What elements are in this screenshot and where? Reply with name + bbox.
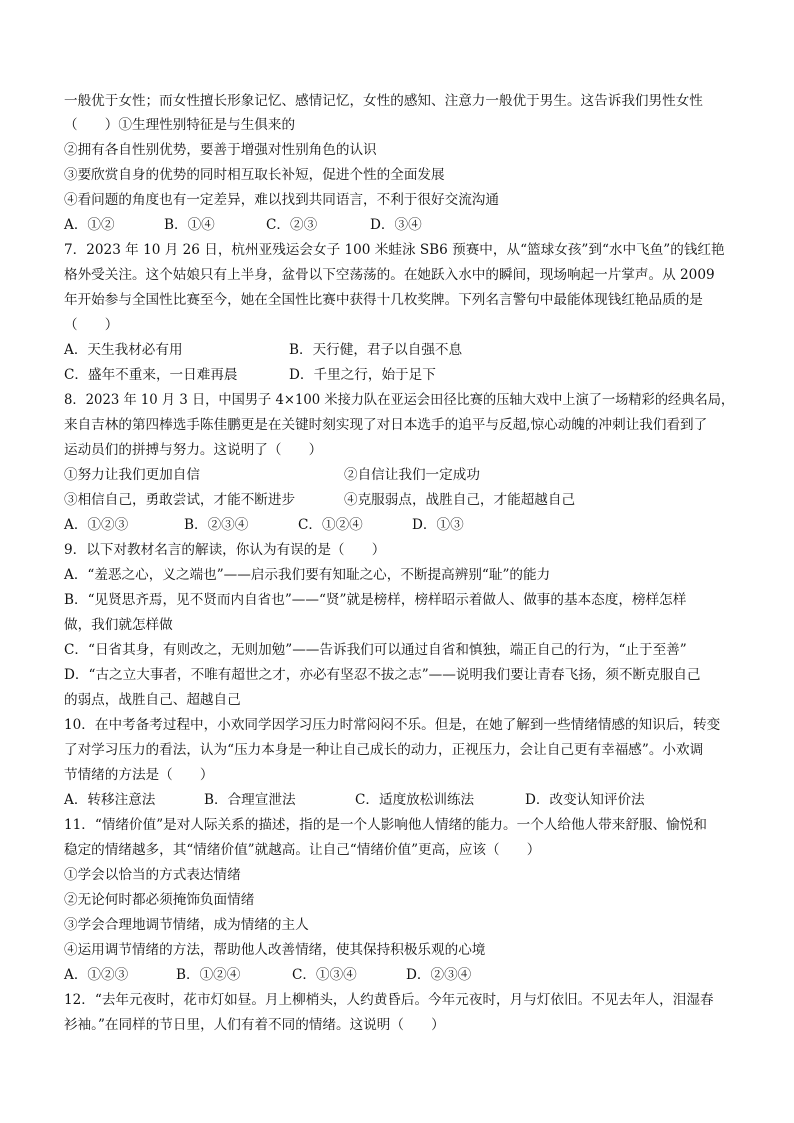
q11-option-c: C．①③④	[292, 967, 357, 983]
q8-options	[64, 516, 464, 534]
q6-stem-line-1: 一般优于女性；而女性擅长形象记忆、感情记忆，女性的感知、注意力一般优于男生。这告诉我们男性女性	[64, 93, 703, 109]
q10-option-b: B．合理宣泄法	[204, 792, 296, 808]
q8-option-c: C．①②④	[298, 517, 363, 533]
q7-options-row-2	[64, 366, 436, 384]
q11-stem-line-1: 11．“情绪价值”是对人际关系的描述，指的是一个人影响他人情绪的能力。一个人给他人带来舒服、愉悦和	[64, 817, 707, 833]
q10-option-c: C．适度放松训练法	[355, 792, 475, 808]
q11-statement-4: ④运用调节情绪的方法，帮助他人改善情绪，使其保持积极乐观的心境	[64, 942, 486, 958]
q9-option-a: A．“羞恶之心，义之端也”——启示我们要有知耻之心，不断提高辨别“耻”的能力	[64, 567, 551, 583]
q10-stem-line-2: 了对学习压力的看法，认为“压力本身是一种让自己成长的动力，正视压力，会让自己更有幸福感”。小欢调	[64, 742, 704, 758]
q9-option-b-line-2: 做，我们就怎样做	[64, 617, 173, 633]
q7-stem-line-4: （ ）	[64, 317, 119, 333]
q11-stem-line-2: 稳定的情绪越多，其“情绪价值”就越高。让自己“情绪价值”更高，应该（ ）	[64, 842, 541, 858]
q8-statement-2: ②自信让我们一定成功	[344, 467, 480, 483]
q8-stem-line-1: 8．2023 年 10 月 3 日，中国男子 4×100 米接力队在亚运会田径比赛的压轴大戏中上演了一场精彩的经典名局，	[64, 392, 735, 408]
q6-options	[64, 216, 422, 234]
q6-option-b: B．①④	[164, 217, 215, 233]
q9-option-b-line-1: B．“见贤思齐焉，见不贤而内自省也”——“贤”就是榜样，榜样昭示着做人、做事的基本态度，榜样怎样	[64, 592, 687, 608]
q11-statement-2: ②无论何时都必须掩饰负面情绪	[64, 892, 255, 908]
q6-option-c: C．②③	[266, 217, 318, 233]
q6-statement-4: ④看问题的角度也有一定差异，难以找到共同语言，不利于很好交流沟通	[64, 192, 499, 208]
q10-stem-line-3: 节情绪的方法是（ ）	[64, 767, 214, 783]
q7-stem-line-1: 7．2023 年 10 月 26 日，杭州亚残运会女子 100 米蛙泳 SB6 预赛中，从“篮球女孩”到“水中飞鱼”的钱红艳	[64, 242, 725, 258]
q6-stem-line-2: （ ）①生理性别特征是与生俱来的	[64, 117, 296, 133]
q11-statement-1: ①学会以恰当的方式表达情绪	[64, 867, 241, 883]
q11-option-d: D．②③④	[406, 967, 472, 983]
q8-option-a: A．①②③	[64, 517, 129, 533]
q10-option-a: A．转移注意法	[64, 792, 156, 808]
q10-options	[64, 791, 645, 809]
q7-option-b: B．天行健，君子以自强不息	[289, 342, 463, 358]
q8-stem-line-3: 运动员们的拼搏与努力。这说明了（ ）	[64, 442, 323, 458]
q8-statement-1: ①努力让我们更加自信	[64, 467, 200, 483]
q11-option-b: B．①②④	[176, 967, 241, 983]
q8-statements-row-1	[64, 466, 480, 484]
q8-option-b: B．②③④	[184, 517, 249, 533]
q10-option-d: D．改变认知评价法	[525, 792, 645, 808]
q6-option-d: D．③④	[370, 217, 422, 233]
q8-statement-4: ④克服弱点，战胜自己，才能超越自己	[344, 492, 576, 508]
q9-option-d-line-2: 的弱点，战胜自己、超越自己	[64, 692, 241, 708]
q11-options	[64, 966, 471, 984]
q8-statement-3: ③相信自己，勇敢尝试，才能不断进步	[64, 492, 296, 508]
q6-statement-3: ③要欣赏自身的优势的同时相互取长补短，促进个性的全面发展	[64, 167, 445, 183]
q11-option-a: A．①②③	[64, 967, 129, 983]
q7-option-c: C．盛年不重来，一日难再晨	[64, 367, 238, 383]
q7-stem-line-2: 格外受关注。这个姑娘只有上半身，盆骨以下空荡荡的。在她跃入水中的瞬间，现场响起一片掌声。从 2009	[64, 267, 715, 283]
q8-stem-line-2: 来自吉林的第四棒选手陈佳鹏更是在关键时刻实现了对日本选手的追平与反超,惊心动魄的冲刺让我们看到了	[64, 417, 708, 433]
q10-stem-line-1: 10．在中考备考过程中，小欢同学因学习压力时常闷闷不乐。但是，在她了解到一些情绪情感的知识后，转变	[64, 717, 721, 733]
q8-statements-row-2	[64, 491, 575, 509]
q8-option-d: D．①③	[412, 517, 464, 533]
q7-option-d: D．千里之行，始于足下	[289, 367, 436, 383]
q7-stem-line-3: 年开始参与全国性比赛至今，她在全国性比赛中获得十几枚奖牌。下列名言警句中最能体现钱红艳品质的是	[64, 292, 703, 308]
q7-option-a: A．天生我材必有用	[64, 342, 183, 358]
q9-option-d-line-1: D．“古之立大事者，不唯有超世之才，亦必有坚忍不拔之志”——说明我们要让青春飞扬，须不断克服自己	[64, 667, 701, 683]
q12-stem-line-1: 12．“去年元夜时，花市灯如昼。月上柳梢头，人约黄昏后。今年元夜时，月与灯依旧。不见去年人，泪湿春	[64, 992, 714, 1008]
q9-option-c: C．“日省其身，有则改之，无则加勉”——告诉我们可以通过自省和慎独，端正自己的行为，“止于至善”	[64, 642, 687, 658]
q6-option-a: A．①②	[64, 217, 115, 233]
q12-stem-line-2: 衫袖。”在同样的节日里，人们有着不同的情绪。这说明（ ）	[64, 1017, 445, 1033]
q6-statement-2: ②拥有各自性别优势，要善于增强对性别角色的认识	[64, 142, 377, 158]
q7-options-row-1	[64, 341, 462, 359]
q11-statement-3: ③学会合理地调节情绪，成为情绪的主人	[64, 917, 309, 933]
q9-stem: 9．以下对教材名言的解读，你认为有误的是（ ）	[64, 542, 386, 558]
